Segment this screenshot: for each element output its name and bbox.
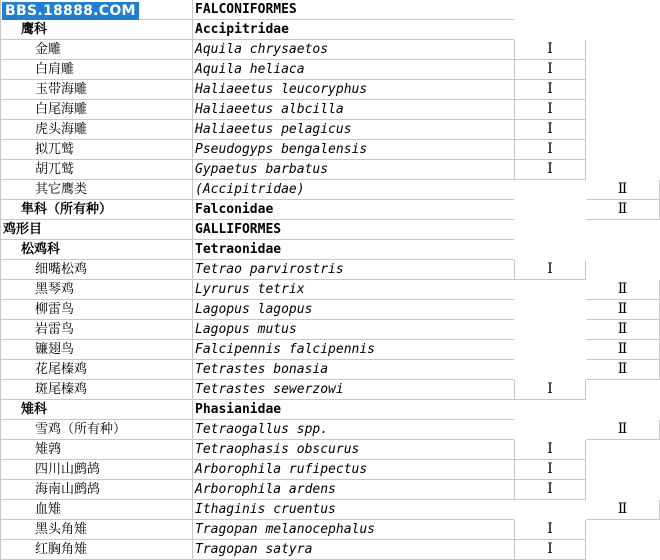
species-latin-name: Gypaetus barbatus	[192, 160, 514, 180]
class-1-protection	[514, 320, 586, 340]
class-2-protection	[586, 400, 660, 420]
class-2-protection: Ⅱ	[586, 280, 660, 300]
table-row	[0, 260, 660, 280]
class-1-protection	[514, 20, 586, 40]
species-chinese-name: 雪鸡（所有种）	[0, 420, 192, 440]
table-row	[0, 340, 660, 360]
class-2-protection	[586, 40, 660, 60]
family-latin-name: Tetraonidae	[192, 240, 514, 260]
class-2-protection	[586, 240, 660, 260]
species-chinese-name: 镰翅鸟	[0, 340, 192, 360]
table-row	[0, 40, 660, 60]
class-1-protection	[514, 340, 586, 360]
table-row	[0, 500, 660, 520]
table-row	[0, 460, 660, 480]
species-latin-name: Tetraophasis obscurus	[192, 440, 514, 460]
species-latin-name: Tetrastes sewerzowi	[192, 380, 514, 400]
family-latin-name: Accipitridae	[192, 20, 514, 40]
table-row	[0, 120, 660, 140]
family-chinese-name: 雉科	[0, 400, 192, 420]
species-latin-name: Aquila heliaca	[192, 60, 514, 80]
class-2-protection	[586, 380, 660, 400]
class-1-protection	[514, 360, 586, 380]
table-row	[0, 300, 660, 320]
class-2-protection	[586, 120, 660, 140]
family-row	[0, 200, 660, 220]
species-latin-name: Lagopus mutus	[192, 320, 514, 340]
species-chinese-name: 四川山鹧鸪	[0, 460, 192, 480]
species-latin-name: Tragopan melanocephalus	[192, 520, 514, 540]
class-1-protection	[514, 400, 586, 420]
order-row	[0, 220, 660, 240]
family-chinese-name: 隼科（所有种）	[0, 200, 192, 220]
order-chinese-name: 鸡形目	[0, 220, 192, 240]
class-2-protection: Ⅱ	[586, 420, 660, 440]
class-1-protection: Ⅰ	[514, 100, 586, 120]
class-2-protection: Ⅱ	[586, 360, 660, 380]
species-latin-name: Tetraogallus spp.	[192, 420, 514, 440]
class-1-protection	[514, 300, 586, 320]
class-2-protection: Ⅱ	[586, 500, 660, 520]
class-1-protection: Ⅰ	[514, 120, 586, 140]
class-2-protection	[586, 460, 660, 480]
class-1-protection	[514, 500, 586, 520]
family-latin-name: Phasianidae	[192, 400, 514, 420]
class-2-protection: Ⅱ	[586, 200, 660, 220]
species-chinese-name: 虎头海雕	[0, 120, 192, 140]
class-1-protection: Ⅰ	[514, 60, 586, 80]
species-latin-name: Tragopan satyra	[192, 540, 514, 560]
class-1-protection: Ⅰ	[514, 440, 586, 460]
table-row	[0, 420, 660, 440]
species-latin-name: Tetrastes bonasia	[192, 360, 514, 380]
table-row	[0, 380, 660, 400]
table-row	[0, 100, 660, 120]
class-1-protection: Ⅰ	[514, 140, 586, 160]
table-row	[0, 480, 660, 500]
class-2-protection	[586, 520, 660, 540]
class-2-protection	[586, 540, 660, 560]
family-chinese-name: 鹰科	[0, 20, 192, 40]
species-latin-name: Aquila chrysaetos	[192, 40, 514, 60]
class-2-protection	[586, 220, 660, 240]
class-2-protection	[586, 20, 660, 40]
class-2-protection	[586, 480, 660, 500]
family-latin-name: Falconidae	[192, 200, 514, 220]
species-chinese-name: 血雉	[0, 500, 192, 520]
table-row	[0, 140, 660, 160]
class-1-protection	[514, 280, 586, 300]
class-1-protection	[514, 200, 586, 220]
class-1-protection	[514, 220, 586, 240]
table-row	[0, 440, 660, 460]
species-chinese-name: 黑琴鸡	[0, 280, 192, 300]
table-row	[0, 60, 660, 80]
species-chinese-name: 胡兀鹫	[0, 160, 192, 180]
species-chinese-name: 细嘴松鸡	[0, 260, 192, 280]
class-1-protection: Ⅰ	[514, 460, 586, 480]
species-chinese-name: 黑头角雉	[0, 520, 192, 540]
class-1-protection	[514, 420, 586, 440]
class-1-protection: Ⅰ	[514, 480, 586, 500]
species-latin-name: Lyrurus tetrix	[192, 280, 514, 300]
species-chinese-name: 金雕	[0, 40, 192, 60]
class-2-protection	[586, 60, 660, 80]
class-2-protection: Ⅱ	[586, 180, 660, 200]
species-chinese-name: 白尾海雕	[0, 100, 192, 120]
species-chinese-name: 其它鹰类	[0, 180, 192, 200]
class-2-protection	[586, 80, 660, 100]
species-chinese-name: 玉带海雕	[0, 80, 192, 100]
species-latin-name: Haliaeetus leucoryphus	[192, 80, 514, 100]
class-2-protection	[586, 260, 660, 280]
family-row	[0, 240, 660, 260]
class-2-protection	[586, 440, 660, 460]
species-chinese-name: 白肩雕	[0, 60, 192, 80]
class-2-protection: Ⅱ	[586, 340, 660, 360]
species-chinese-name: 雉鹑	[0, 440, 192, 460]
class-2-protection	[586, 140, 660, 160]
species-latin-name: Haliaeetus albcilla	[192, 100, 514, 120]
order-latin-name: FALCONIFORMES	[192, 0, 514, 20]
class-2-protection: Ⅱ	[586, 320, 660, 340]
class-2-protection	[586, 160, 660, 180]
class-2-protection: Ⅱ	[586, 300, 660, 320]
table-row	[0, 360, 660, 380]
class-2-protection	[586, 100, 660, 120]
species-latin-name: Arborophila ardens	[192, 480, 514, 500]
class-1-protection	[514, 180, 586, 200]
family-row	[0, 20, 660, 40]
species-chinese-name: 拟兀鹫	[0, 140, 192, 160]
species-latin-name: Haliaeetus pelagicus	[192, 120, 514, 140]
table-row	[0, 160, 660, 180]
species-latin-name: (Accipitridae)	[192, 180, 514, 200]
watermark: BBS.18888.COM	[2, 2, 139, 20]
class-1-protection: Ⅰ	[514, 160, 586, 180]
class-1-protection: Ⅰ	[514, 260, 586, 280]
table-row	[0, 180, 660, 200]
order-latin-name: GALLIFORMES	[192, 220, 514, 240]
species-chinese-name: 花尾榛鸡	[0, 360, 192, 380]
class-1-protection: Ⅰ	[514, 540, 586, 560]
species-latin-name: Ithaginis cruentus	[192, 500, 514, 520]
class-1-protection	[514, 240, 586, 260]
species-latin-name: Pseudogyps bengalensis	[192, 140, 514, 160]
species-chinese-name: 岩雷鸟	[0, 320, 192, 340]
species-latin-name: Arborophila rufipectus	[192, 460, 514, 480]
species-chinese-name: 柳雷鸟	[0, 300, 192, 320]
table-row	[0, 540, 660, 560]
species-chinese-name: 斑尾榛鸡	[0, 380, 192, 400]
class-1-protection: Ⅰ	[514, 40, 586, 60]
class-2-protection	[586, 0, 660, 20]
species-latin-name: Tetrao parvirostris	[192, 260, 514, 280]
class-1-protection: Ⅰ	[514, 520, 586, 540]
class-1-protection	[514, 0, 586, 20]
species-latin-name: Falcipennis falcipennis	[192, 340, 514, 360]
table-row	[0, 520, 660, 540]
class-1-protection: Ⅰ	[514, 380, 586, 400]
family-chinese-name: 松鸡科	[0, 240, 192, 260]
table-row	[0, 80, 660, 100]
table-row	[0, 280, 660, 300]
species-latin-name: Lagopus lagopus	[192, 300, 514, 320]
class-1-protection: Ⅰ	[514, 80, 586, 100]
family-row	[0, 400, 660, 420]
species-chinese-name: 红胸角雉	[0, 540, 192, 560]
table-row	[0, 320, 660, 340]
species-chinese-name: 海南山鹧鸪	[0, 480, 192, 500]
